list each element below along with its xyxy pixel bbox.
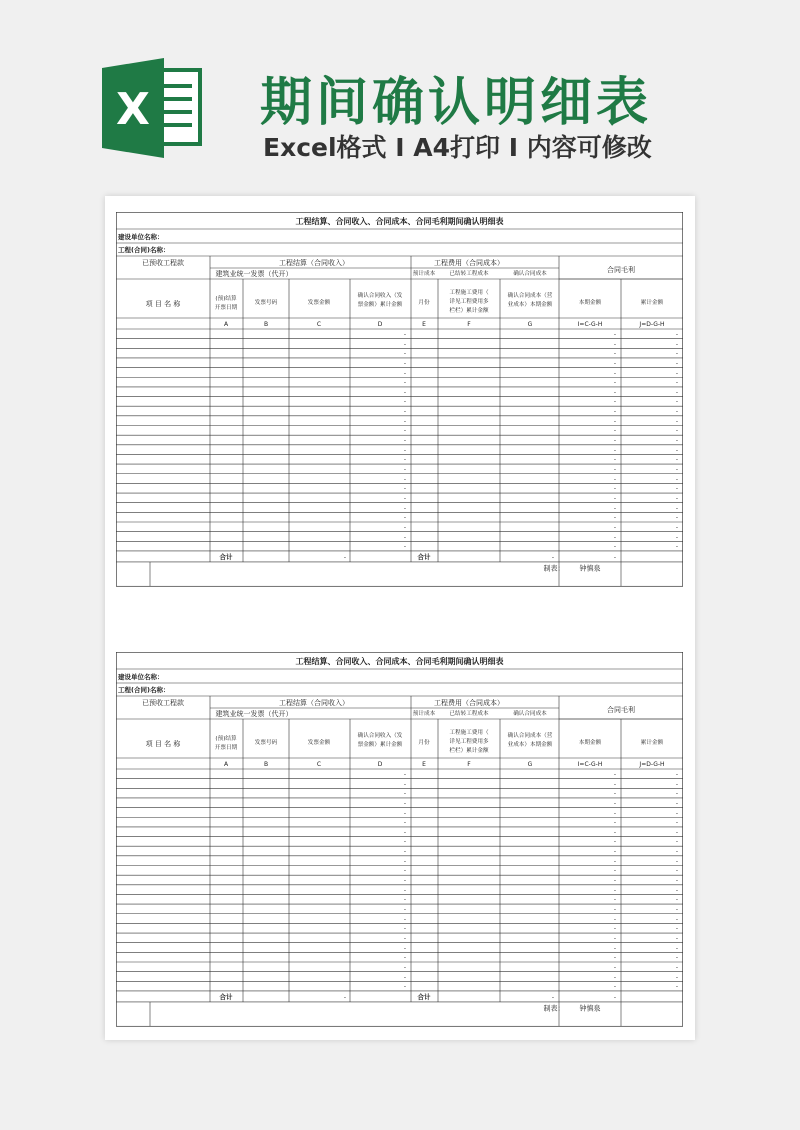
prepaid-label: 已预收工程款: [142, 259, 184, 267]
sheet-frame: [116, 652, 682, 1026]
row-dash-j: -: [675, 514, 678, 522]
row-dash-h: -: [613, 925, 616, 933]
row-dash-j: -: [675, 944, 678, 952]
banner-title: 期间确认明细表: [260, 73, 653, 133]
total-dash-g: -: [551, 993, 554, 1001]
row-dash-d: -: [403, 838, 406, 846]
row-dash-d: -: [403, 896, 406, 904]
col-h-label: 本期金额: [578, 300, 602, 306]
cost-header: 工程费用（合同成本）: [434, 699, 504, 707]
row-dash-j: -: [675, 829, 678, 837]
row-dash-d: -: [403, 533, 406, 541]
row-dash-d: -: [403, 944, 406, 952]
col-letter-1: B: [263, 761, 269, 768]
row-dash-j: -: [675, 790, 678, 798]
row-dash-j: -: [675, 819, 678, 827]
row-dash-d: -: [403, 340, 406, 348]
col-g-top-label: 确认合同成本: [513, 711, 547, 717]
row-dash-d: -: [403, 418, 406, 425]
row-dash-d: -: [403, 915, 406, 923]
banner-logo: [100, 58, 205, 158]
col-j-label: 累计金额: [640, 300, 664, 306]
unit-name-label: 建设单位名称：: [118, 673, 164, 681]
row-dash-h: -: [613, 533, 616, 541]
row-dash-d: -: [403, 485, 406, 493]
total-dash-h: -: [613, 553, 616, 561]
profit-header: 合同毛利: [607, 706, 635, 714]
row-dash-h: -: [613, 906, 616, 914]
project-name-label: 项 目 名 称: [145, 300, 181, 308]
col-letter-8: J=D-G-H: [639, 321, 665, 328]
sheet-title: 工程结算、合同收入、合同成本、合同毛利期间确认明细表: [295, 657, 504, 666]
total-dash-c: -: [343, 553, 346, 561]
col-letter-3: D: [377, 761, 383, 768]
row-dash-j: -: [675, 973, 678, 981]
row-dash-h: -: [613, 456, 616, 464]
row-dash-h: -: [613, 819, 616, 827]
row-dash-h: -: [613, 427, 616, 435]
row-dash-j: -: [675, 838, 678, 846]
row-dash-j: -: [675, 964, 678, 972]
col-a-label: (预)结算开票日期: [214, 736, 238, 751]
row-dash-j: -: [675, 418, 678, 425]
row-dash-d: -: [403, 331, 406, 339]
maker-label: 制表：: [543, 1004, 565, 1013]
excel-x-letter: X: [116, 84, 150, 135]
row-dash-h: -: [613, 800, 616, 808]
row-dash-d: -: [403, 369, 406, 377]
sheet-page-2: [116, 652, 683, 1027]
row-dash-j: -: [675, 954, 678, 962]
row-dash-h: -: [613, 369, 616, 377]
row-dash-j: -: [675, 867, 678, 875]
row-dash-j: -: [675, 886, 678, 894]
row-dash-h: -: [613, 408, 616, 416]
col-letter-7: I=C-G-H: [577, 321, 603, 328]
row-dash-d: -: [403, 524, 406, 532]
row-dash-h: -: [613, 809, 616, 817]
col-letter-4: E: [422, 321, 426, 328]
row-dash-j: -: [675, 446, 678, 454]
sheet-title: 工程结算、合同收入、合同成本、合同毛利期间确认明细表: [295, 217, 504, 226]
row-dash-h: -: [613, 780, 616, 788]
col-f-label: 工程施工费用（详见工程费用多栏栏）累计金额: [449, 730, 489, 754]
col-e-label: 月份: [418, 740, 430, 746]
row-dash-d: -: [403, 475, 406, 483]
row-dash-d: -: [403, 848, 406, 856]
row-dash-j: -: [675, 427, 678, 435]
row-dash-j: -: [675, 475, 678, 483]
row-dash-j: -: [675, 858, 678, 865]
row-dash-j: -: [675, 896, 678, 904]
row-dash-j: -: [675, 877, 678, 885]
settlement-header: 工程结算（合同收入）: [279, 259, 349, 267]
row-dash-d: -: [403, 427, 406, 435]
row-dash-j: -: [675, 350, 678, 358]
row-dash-d: -: [403, 973, 406, 981]
row-dash-h: -: [613, 944, 616, 952]
row-dash-d: -: [403, 964, 406, 972]
row-dash-h: -: [613, 379, 616, 387]
row-dash-h: -: [613, 896, 616, 904]
row-dash-h: -: [613, 504, 616, 512]
row-dash-h: -: [613, 829, 616, 837]
col-letter-2: C: [316, 321, 322, 328]
row-dash-j: -: [675, 437, 678, 445]
total-label-right: 合计: [417, 992, 431, 1001]
col-h-label: 本期金额: [578, 740, 602, 746]
row-dash-h: -: [613, 983, 616, 991]
col-letter-6: G: [527, 321, 533, 328]
row-dash-h: -: [613, 331, 616, 339]
col-letter-6: G: [527, 761, 533, 768]
row-dash-h: -: [613, 886, 616, 894]
col-letter-1: B: [263, 321, 269, 328]
invoice-header: 建筑业统一发票（代开）: [215, 270, 293, 278]
row-dash-d: -: [403, 398, 406, 406]
row-dash-h: -: [613, 915, 616, 923]
row-dash-d: -: [403, 495, 406, 503]
row-dash-h: -: [613, 838, 616, 846]
row-dash-d: -: [403, 809, 406, 817]
row-dash-j: -: [675, 915, 678, 923]
col-d-label: 确认合同收入（发票金额）累计金额: [357, 733, 403, 748]
row-dash-d: -: [403, 790, 406, 798]
row-dash-h: -: [613, 935, 616, 943]
row-dash-d: -: [403, 954, 406, 962]
row-dash-j: -: [675, 983, 678, 991]
row-dash-h: -: [613, 495, 616, 503]
row-dash-j: -: [675, 369, 678, 377]
total-label-right: 合计: [417, 552, 431, 561]
row-dash-j: -: [675, 485, 678, 493]
row-dash-h: -: [613, 867, 616, 875]
row-dash-d: -: [403, 360, 406, 368]
col-f-label: 工程施工费用（详见工程费用多栏栏）累计金额: [449, 290, 489, 314]
row-dash-j: -: [675, 495, 678, 503]
row-dash-d: -: [403, 886, 406, 894]
row-dash-d: -: [403, 935, 406, 943]
row-dash-d: -: [403, 800, 406, 808]
maker-name: 钟慎泉: [579, 1004, 601, 1013]
col-letter-5: F: [467, 321, 471, 328]
row-dash-d: -: [403, 771, 406, 779]
row-dash-j: -: [675, 906, 678, 914]
row-dash-j: -: [675, 848, 678, 856]
row-dash-d: -: [403, 456, 406, 464]
col-a-label: (预)结算开票日期: [214, 296, 238, 311]
row-dash-d: -: [403, 408, 406, 416]
col-letter-5: F: [467, 761, 471, 768]
row-dash-j: -: [675, 466, 678, 474]
col-b-label: 发票号码: [254, 740, 278, 746]
prepaid-label: 已预收工程款: [142, 699, 184, 707]
row-dash-h: -: [613, 964, 616, 972]
row-dash-h: -: [613, 446, 616, 454]
row-dash-h: -: [613, 524, 616, 532]
row-dash-j: -: [675, 340, 678, 348]
col-letter-7: I=C-G-H: [577, 761, 603, 768]
col-j-label: 累计金额: [640, 740, 664, 746]
row-dash-h: -: [613, 350, 616, 358]
unit-name-label: 建设单位名称：: [118, 233, 164, 241]
row-dash-j: -: [675, 771, 678, 779]
col-g-top-label: 确认合同成本: [513, 271, 547, 277]
col-letter-3: D: [377, 321, 383, 328]
row-dash-d: -: [403, 829, 406, 837]
total-dash-c: -: [343, 993, 346, 1001]
row-dash-d: -: [403, 867, 406, 875]
row-dash-h: -: [613, 954, 616, 962]
settlement-header: 工程结算（合同收入）: [279, 699, 349, 707]
row-dash-j: -: [675, 408, 678, 416]
row-dash-h: -: [613, 858, 616, 865]
row-dash-j: -: [675, 524, 678, 532]
col-g-label: 确认合同成本（营业成本）本期金额: [507, 733, 553, 748]
row-dash-j: -: [675, 543, 678, 551]
row-dash-d: -: [403, 819, 406, 827]
row-dash-d: -: [403, 906, 406, 914]
row-dash-h: -: [613, 340, 616, 348]
row-dash-h: -: [613, 485, 616, 493]
invoice-header: 建筑业统一发票（代开）: [215, 710, 293, 718]
row-dash-j: -: [675, 533, 678, 541]
row-dash-j: -: [675, 360, 678, 368]
row-dash-j: -: [675, 925, 678, 933]
row-dash-d: -: [403, 925, 406, 933]
project-name-label: 项 目 名 称: [145, 740, 181, 748]
cost-header: 工程费用（合同成本）: [434, 259, 504, 267]
row-dash-d: -: [403, 379, 406, 387]
row-dash-d: -: [403, 350, 406, 358]
col-letter-4: E: [422, 761, 426, 768]
col-e-top-label: 预计成本: [412, 271, 436, 277]
col-e-label: 月份: [418, 300, 430, 306]
row-dash-d: -: [403, 504, 406, 512]
row-dash-h: -: [613, 475, 616, 483]
row-dash-d: -: [403, 514, 406, 522]
row-dash-d: -: [403, 543, 406, 551]
total-label-left: 合计: [219, 552, 233, 561]
contract-name-label: 工程(合同)名称：: [118, 686, 170, 694]
row-dash-j: -: [675, 379, 678, 387]
sheet-page-1: [116, 212, 683, 587]
row-dash-h: -: [613, 543, 616, 551]
col-letter-0: A: [223, 761, 229, 768]
row-dash-j: -: [675, 331, 678, 339]
col-letter-0: A: [223, 321, 229, 328]
col-f-top-label: 已结转工程成本: [449, 711, 489, 717]
row-dash-h: -: [613, 771, 616, 779]
col-c-label: 发票金额: [307, 300, 331, 306]
row-dash-d: -: [403, 389, 406, 397]
maker-label: 制表：: [543, 564, 565, 573]
col-b-label: 发票号码: [254, 300, 278, 306]
row-dash-h: -: [613, 437, 616, 445]
col-letter-8: J=D-G-H: [639, 761, 665, 768]
row-dash-d: -: [403, 466, 406, 474]
sheet-frame: [116, 212, 682, 586]
row-dash-h: -: [613, 790, 616, 798]
total-dash-h: -: [613, 993, 616, 1001]
total-label-left: 合计: [219, 992, 233, 1001]
row-dash-d: -: [403, 446, 406, 454]
row-dash-h: -: [613, 848, 616, 856]
contract-name-label: 工程(合同)名称：: [118, 246, 170, 254]
row-dash-h: -: [613, 360, 616, 368]
row-dash-h: -: [613, 466, 616, 474]
row-dash-j: -: [675, 389, 678, 397]
row-dash-j: -: [675, 809, 678, 817]
row-dash-h: -: [613, 877, 616, 885]
col-g-label: 确认合同成本（营业成本）本期金额: [507, 293, 553, 308]
row-dash-j: -: [675, 935, 678, 943]
col-letter-2: C: [316, 761, 322, 768]
row-dash-h: -: [613, 398, 616, 406]
row-dash-d: -: [403, 437, 406, 445]
col-c-label: 发票金额: [307, 740, 331, 746]
row-dash-d: -: [403, 983, 406, 991]
row-dash-j: -: [675, 780, 678, 788]
col-d-label: 确认合同收入（发票金额）累计金额: [357, 293, 403, 308]
row-dash-d: -: [403, 877, 406, 885]
row-dash-d: -: [403, 858, 406, 865]
profit-header: 合同毛利: [607, 266, 635, 274]
row-dash-h: -: [613, 389, 616, 397]
row-dash-d: -: [403, 780, 406, 788]
row-dash-j: -: [675, 398, 678, 406]
row-dash-j: -: [675, 456, 678, 464]
col-f-top-label: 已结转工程成本: [449, 271, 489, 277]
row-dash-h: -: [613, 418, 616, 425]
row-dash-h: -: [613, 514, 616, 522]
row-dash-j: -: [675, 800, 678, 808]
banner-subtitle: Excel格式 I A4打印 I 内容可修改: [263, 133, 652, 162]
col-e-top-label: 预计成本: [412, 711, 436, 717]
row-dash-j: -: [675, 504, 678, 512]
total-dash-g: -: [551, 553, 554, 561]
maker-name: 钟慎泉: [579, 564, 601, 573]
row-dash-h: -: [613, 973, 616, 981]
